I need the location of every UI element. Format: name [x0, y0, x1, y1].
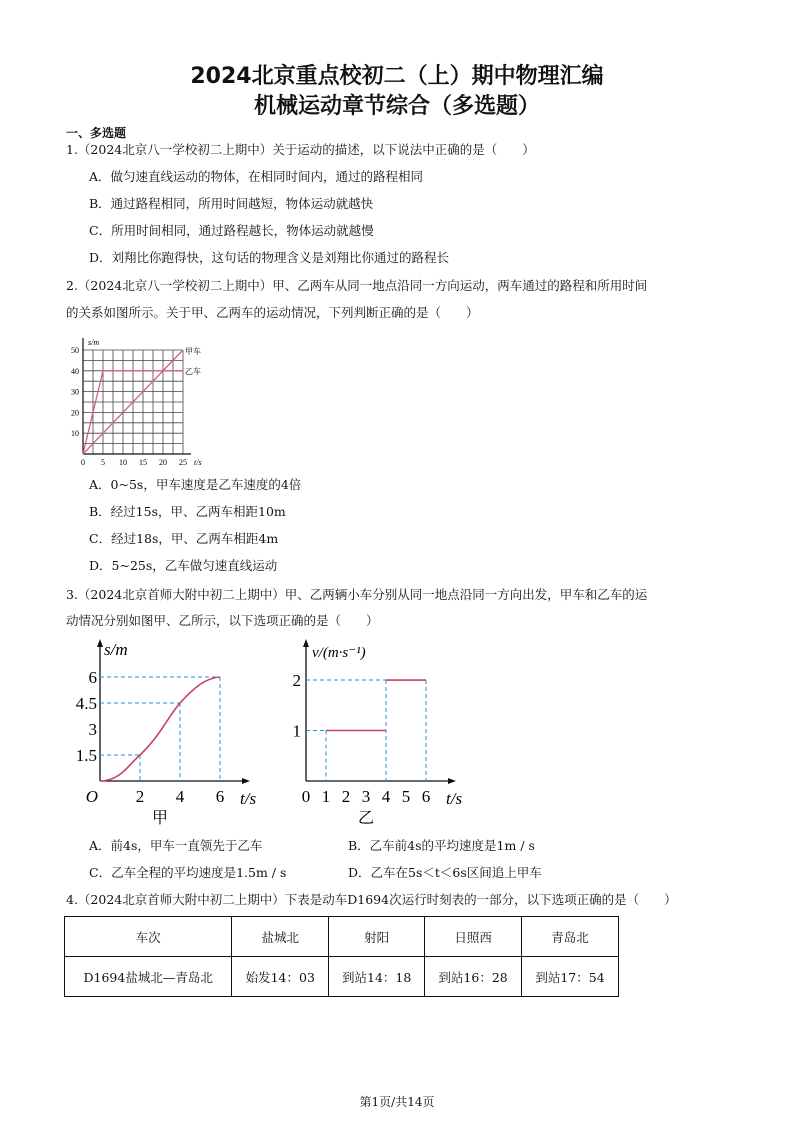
series-curve — [100, 677, 220, 781]
y-tick-label: 50 — [71, 346, 79, 355]
y-axis-label: s/m — [88, 338, 100, 347]
q3-yi-plot — [293, 639, 463, 827]
q3-chart-jia — [65, 635, 280, 830]
question-4-stem: 4.（2024北京首师大附中初二上期中）下表是动车D1694次运行时刻表的一部分，以下选项正确的是（ ） — [66, 892, 677, 907]
chart-caption: 乙 — [357, 810, 375, 827]
q3-chart-yi — [285, 635, 485, 830]
q2-option-d: D．5~25s，乙车做匀速直线运动 — [89, 558, 278, 573]
x-axis-label: t/s — [194, 458, 202, 467]
x-tick-label: 5 — [401, 787, 411, 806]
q2-option-a: A．0~5s，甲车速度是乙车速度的4倍 — [89, 477, 302, 492]
question-2-stem-line2: 的关系如图所示。关于甲、乙两车的运动情况，下列判断正确的是（ ） — [66, 305, 479, 320]
x-tick-label: 3 — [361, 787, 371, 806]
x-axis-arrow — [242, 778, 250, 784]
page-subtitle: 机械运动章节综合（多选题） — [253, 94, 540, 119]
chart-caption: 甲 — [151, 810, 169, 827]
x-tick-label: 15 — [139, 458, 147, 467]
x-tick-label: 2 — [135, 787, 145, 806]
y-tick-label: 1.5 — [75, 746, 97, 765]
section-heading: 一、多选题 — [66, 126, 127, 140]
timetable — [64, 916, 619, 997]
q3-option-b: B．乙车前4s的平均速度是1m / s — [348, 838, 535, 853]
table-cell: 到站17：54 — [522, 957, 619, 997]
x-tick-label: 25 — [179, 458, 187, 467]
x-tick-label: 2 — [341, 787, 351, 806]
q1-option-c: C．所用时间相同，通过路程越长，物体运动就越慢 — [89, 223, 374, 238]
x-tick-label: 0 — [301, 787, 311, 806]
legend-jia: 甲车 — [185, 347, 201, 356]
q2-st-chart — [60, 330, 220, 470]
q1-option-b: B．通过路程相同，所用时间越短，物体运动就越快 — [89, 196, 374, 211]
x-axis-label: t/s — [446, 789, 463, 808]
q2-option-c: C．经过18s，甲、乙两车相距4m — [89, 531, 279, 546]
y-axis-arrow — [97, 639, 103, 647]
y-axis-label: s/m — [104, 640, 128, 659]
y-tick-label: 10 — [71, 429, 79, 439]
origin-label: O — [85, 787, 98, 806]
question-3-stem-line1: 3.（2024北京首师大附中初二上期中）甲、乙两辆小车分别从同一地点沿同一方向出发，甲车和乙车的运 — [66, 587, 648, 602]
legend-yi: 乙车 — [185, 366, 201, 376]
table-cell: D1694盐城北—青岛北 — [65, 957, 232, 997]
q3-option-d: D．乙车在5s＜t＜6s区间追上甲车 — [348, 865, 542, 880]
y-axis-arrow — [303, 639, 309, 647]
x-tick-label: 10 — [119, 458, 127, 467]
page-title: 2024北京重点校初二（上）期中物理汇编 — [190, 64, 604, 89]
table-header-cell: 车次 — [65, 917, 232, 957]
q3-option-a: A．前4s，甲车一直领先于乙车 — [89, 838, 263, 853]
y-tick-label: 20 — [71, 408, 79, 418]
table-cell: 始发14：03 — [232, 957, 329, 997]
y-tick-label: 4.5 — [75, 694, 97, 713]
table-cell: 到站14：18 — [329, 957, 425, 997]
x-axis-label: t/s — [240, 789, 257, 808]
question-2-stem-line1: 2.（2024北京八一学校初二上期中）甲、乙两车从同一地点沿同一方向运动，两车通过的路程和所用时间 — [66, 278, 648, 293]
table-header-cell: 盐城北 — [232, 917, 329, 957]
q3-option-c: C．乙车全程的平均速度是1.5m / s — [89, 865, 287, 880]
q3-jia-plot — [76, 639, 257, 827]
x-tick-label: 6 — [421, 787, 431, 806]
q1-option-d: D．刘翔比你跑得快，这句话的物理含义是刘翔比你通过的路程长 — [89, 250, 450, 265]
question-1-stem: 1.（2024北京八一学校初二上期中）关于运动的描述，以下说法中正确的是（ ） — [66, 142, 535, 157]
q1-option-a: A．做匀速直线运动的物体，在相同时间内，通过的路程相同 — [89, 169, 424, 184]
y-axis-label: v/(m·s⁻¹) — [312, 645, 366, 661]
x-tick-label: 5 — [101, 458, 105, 467]
table-header-cell: 射阳 — [329, 917, 425, 957]
table-cell: 到站16：28 — [425, 957, 522, 997]
timetable-header-row — [65, 917, 619, 957]
y-tick-label: 30 — [71, 387, 79, 397]
table-row — [65, 957, 619, 997]
y-tick-label: 1 — [292, 721, 301, 741]
q2-option-b: B．经过15s，甲、乙两车相距10m — [89, 504, 286, 519]
page-footer: 第1页/共14页 — [359, 1095, 435, 1109]
q2-labels — [71, 338, 202, 467]
question-3-stem-line2: 动情况分别如图甲、乙所示，以下选项正确的是（ ） — [66, 613, 379, 628]
x-tick-label: 20 — [159, 458, 167, 467]
x-tick-label: 0 — [81, 458, 85, 467]
x-tick-label: 4 — [381, 787, 391, 806]
x-tick-label: 4 — [175, 787, 185, 806]
x-tick-label: 6 — [215, 787, 225, 806]
table-header-cell: 日照西 — [425, 917, 522, 957]
y-tick-label: 6 — [88, 668, 97, 687]
y-tick-label: 3 — [88, 720, 97, 739]
table-header-cell: 青岛北 — [522, 917, 619, 957]
y-tick-label: 40 — [71, 366, 79, 376]
x-tick-label: 1 — [321, 787, 331, 806]
y-tick-label: 2 — [292, 671, 301, 691]
x-axis-arrow — [448, 778, 456, 784]
